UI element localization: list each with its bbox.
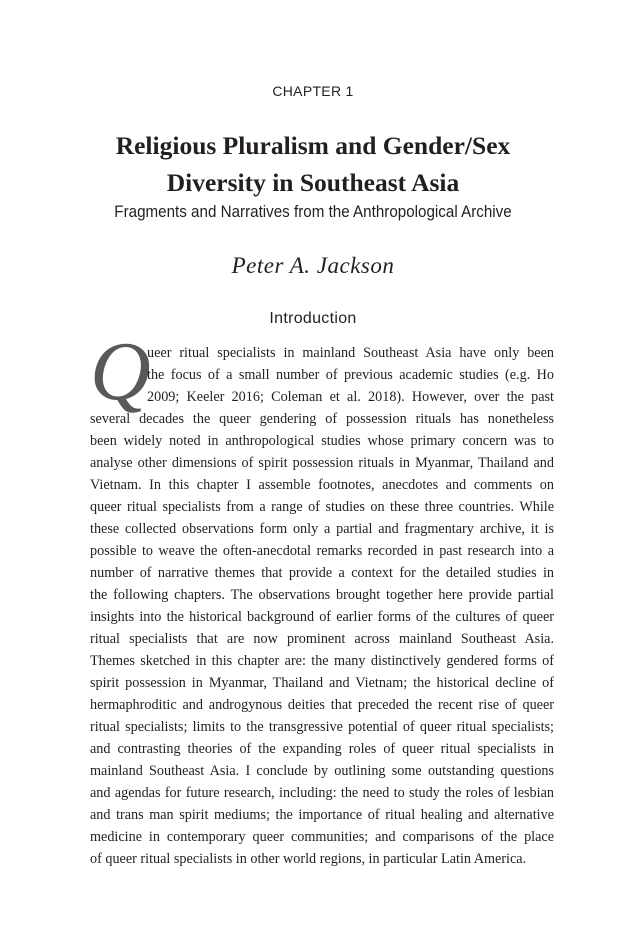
body-line: been widely noted in anthropological studies whose primary concern was to xyxy=(90,433,554,449)
body-line: ueer ritual specialists in mainland Southeast Asia have only been xyxy=(147,345,554,361)
chapter-subtitle: Fragments and Narratives from the Anthropological Archive xyxy=(114,203,512,221)
body-line: these collected observations form only a partial and fragmentary archive, it is xyxy=(90,521,554,537)
section-heading: Introduction xyxy=(269,310,357,327)
body-line: Vietnam. In this chapter I assemble footnotes, anecdotes and comments on xyxy=(90,477,554,493)
body-line: possible to weave the often-anecdotal remarks recorded in past research into a xyxy=(90,543,554,559)
body-line: ritual specialists; limits to the transgressive potential of queer ritual specialists; xyxy=(90,719,554,735)
chapter-title-line-2: Diversity in Southeast Asia xyxy=(166,168,460,197)
drop-cap: Q xyxy=(90,325,151,418)
body-line: mainland Southeast Asia. I conclude by outlining some outstanding questions xyxy=(90,763,554,779)
body-line: and trans man spirit mediums; the importance of ritual healing and alternative xyxy=(90,807,554,823)
body-line: spirit possession in Myanmar, Thailand and Vietnam; the historical decline of xyxy=(90,675,554,691)
body-line: 2009; Keeler 2016; Coleman et al. 2018). However, over the past xyxy=(147,389,554,405)
body-line: ritual specialists that are now prominent across mainland Southeast Asia. xyxy=(90,631,554,647)
chapter-label: CHAPTER 1 xyxy=(272,83,354,99)
body-line: and contrasting theories of the expanding roles of queer ritual specialists in xyxy=(90,741,554,757)
body-line: Themes sketched in this chapter are: the many distinctively gendered forms of xyxy=(90,653,554,669)
chapter-title xyxy=(60,127,566,201)
author-name: Peter A. Jackson xyxy=(231,253,395,278)
body-line: insights into the historical background of earlier forms of the cultures of queer xyxy=(90,609,554,625)
chapter-title-line-1: Religious Pluralism and Gender/Sex xyxy=(115,131,511,160)
body-line: analyse other dimensions of spirit possession rituals in Myanmar, Thailand and xyxy=(90,455,554,471)
body-line: several decades the queer gendering of possession rituals has nonetheless xyxy=(90,411,554,427)
body-line: number of narrative themes that provide a context for the detailed studies in xyxy=(90,565,554,581)
body-line: the focus of a small number of previous academic studies (e.g. Ho xyxy=(147,367,554,383)
body-line: medicine in contemporary queer communities; and comparisons of the place xyxy=(90,829,554,845)
body-line: the following chapters. The observations brought together here provide partial xyxy=(90,587,554,603)
body-line: hermaphroditic and androgynous deities that preceded the recent rise of queer xyxy=(90,697,554,713)
body-line: of queer ritual specialists in other world regions, in particular Latin America. xyxy=(90,851,527,867)
body-paragraph xyxy=(90,342,554,870)
body-line: and agendas for future research, including: the need to study the roles of lesbian xyxy=(90,785,554,801)
body-line: queer ritual specialists from a range of studies on these three countries. While xyxy=(90,499,554,515)
